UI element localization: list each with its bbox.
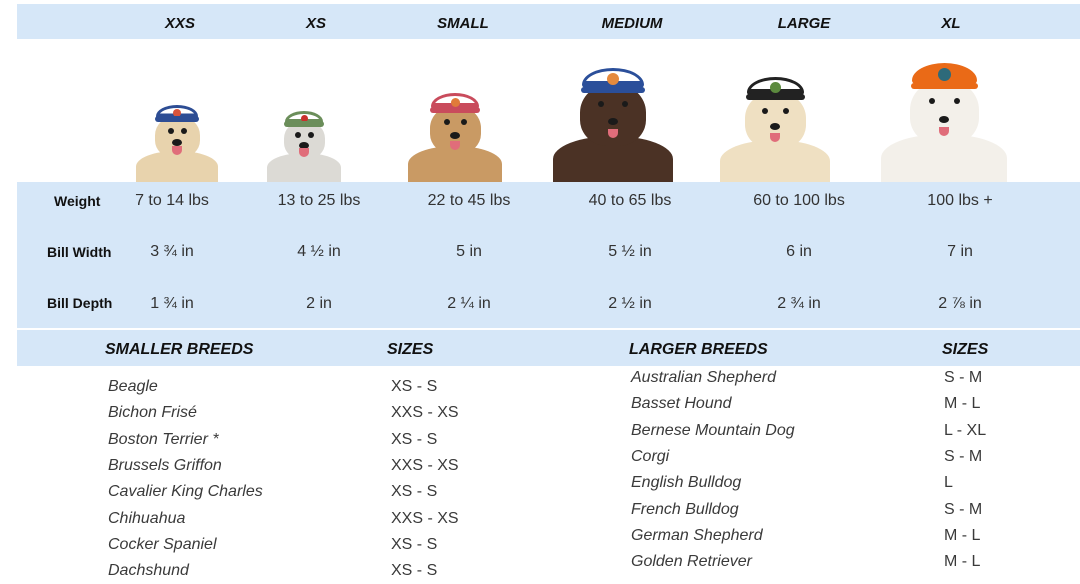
weight-xl: 100 lbs + [927, 192, 993, 209]
trucker-cap-icon [912, 63, 977, 88]
dog-photo-medium [538, 68, 688, 182]
size-label-xs: XS [305, 15, 326, 32]
dog-photo-xxs [126, 105, 228, 182]
breed-name: Corgi [631, 447, 670, 465]
breed-name: Chihuahua [108, 509, 186, 527]
breed-name: Bichon Frisé [108, 404, 197, 422]
breed-size-range: XS - S [391, 430, 438, 448]
smaller-sizes-heading: SIZES [387, 341, 434, 358]
breed-size-range: S - M [944, 500, 983, 518]
dog-photo-xs [258, 111, 351, 182]
breed-name: Cavalier King Charles [108, 483, 263, 501]
trucker-cap-icon [582, 68, 644, 92]
size-header-band [17, 4, 1080, 39]
metrics-table [17, 182, 1080, 328]
bill-width-small: 5 in [456, 243, 482, 260]
larger-breeds-heading: LARGER BREEDS [629, 341, 768, 358]
breed-size-range: XXS - XS [391, 404, 459, 422]
breed-size-range: M - L [944, 526, 981, 544]
trucker-cap-icon [431, 93, 479, 112]
bill-depth-label: Bill Depth [47, 295, 113, 311]
dog-head [580, 84, 646, 146]
dog-head [910, 80, 979, 145]
bill-depth-xl: 2 ⅞ in [938, 295, 982, 312]
size-label-xl: XL [941, 15, 961, 32]
bill-width-medium: 5 ½ in [608, 243, 652, 260]
size-label-xxs: XXS [164, 15, 195, 32]
breed-size-range: L [944, 474, 953, 492]
breed-size-range: XXS - XS [391, 456, 459, 474]
breed-name: Boston Terrier * [108, 430, 219, 448]
breed-size-range: XS - S [391, 483, 438, 501]
dog-head [430, 106, 481, 154]
breed-name: Bernese Mountain Dog [631, 421, 795, 439]
trucker-cap-icon [156, 105, 198, 121]
weight-small: 22 to 45 lbs [427, 192, 511, 209]
breed-size-range: XS - S [391, 535, 438, 553]
breed-name: German Shepherd [631, 526, 763, 544]
breed-name: Brussels Griffon [108, 456, 222, 474]
trucker-cap-icon [747, 77, 804, 99]
breed-size-range: S - M [944, 369, 983, 386]
breed-size-range: S - M [944, 447, 983, 465]
bill-depth-xxs: 1 ¾ in [150, 295, 194, 312]
breed-size-range: L - XL [944, 421, 987, 439]
breed-size-range: M - L [944, 395, 981, 413]
bill-depth-medium: 2 ½ in [608, 295, 652, 312]
size-label-medium: MEDIUM [601, 15, 663, 32]
weight-xxs: 7 to 14 lbs [135, 192, 209, 209]
size-label-large: LARGE [777, 15, 831, 32]
breed-name: Cocker Spaniel [108, 535, 217, 553]
breed-name: Golden Retriever [631, 553, 752, 571]
size-label-small: SMALL [437, 15, 489, 32]
trucker-cap-icon [285, 111, 323, 126]
dog-photo-row [17, 39, 1080, 182]
dog-photo-large [706, 77, 844, 182]
weight-label: Weight [54, 193, 101, 209]
larger-breeds-list [631, 369, 1051, 584]
bill-width-large: 6 in [786, 243, 812, 260]
dog-head [155, 116, 200, 158]
bill-width-xxs: 3 ¾ in [150, 243, 194, 260]
smaller-breeds-list [108, 378, 508, 584]
bill-depth-large: 2 ¾ in [777, 295, 821, 312]
breed-name: English Bulldog [631, 474, 742, 492]
weight-xs: 13 to 25 lbs [277, 192, 361, 209]
breed-name: French Bulldog [631, 500, 739, 518]
breed-name: Dachshund [108, 562, 189, 580]
dog-photo-small [397, 93, 514, 182]
dog-head [745, 92, 806, 149]
weight-large: 60 to 100 lbs [753, 192, 845, 209]
bill-width-xl: 7 in [947, 243, 973, 260]
breed-size-range: M - L [944, 553, 981, 571]
breed-header-band [17, 330, 1080, 366]
dog-photo-xl [865, 63, 1023, 182]
breed-size-range: XS - S [391, 378, 438, 395]
smaller-breeds-heading: SMALLER BREEDS [105, 341, 254, 358]
breed-name: Basset Hound [631, 395, 732, 413]
breed-name: Australian Shepherd [631, 369, 776, 386]
bill-depth-small: 2 ¼ in [447, 295, 491, 312]
breed-size-range: XS - S [391, 562, 438, 580]
weight-medium: 40 to 65 lbs [588, 192, 672, 209]
bill-width-xs: 4 ½ in [297, 243, 341, 260]
larger-sizes-heading: SIZES [942, 341, 989, 358]
breed-size-range: XXS - XS [391, 509, 459, 527]
breed-name: Beagle [108, 378, 158, 395]
bill-width-label: Bill Width [47, 244, 112, 260]
bill-depth-xs: 2 in [306, 295, 332, 312]
